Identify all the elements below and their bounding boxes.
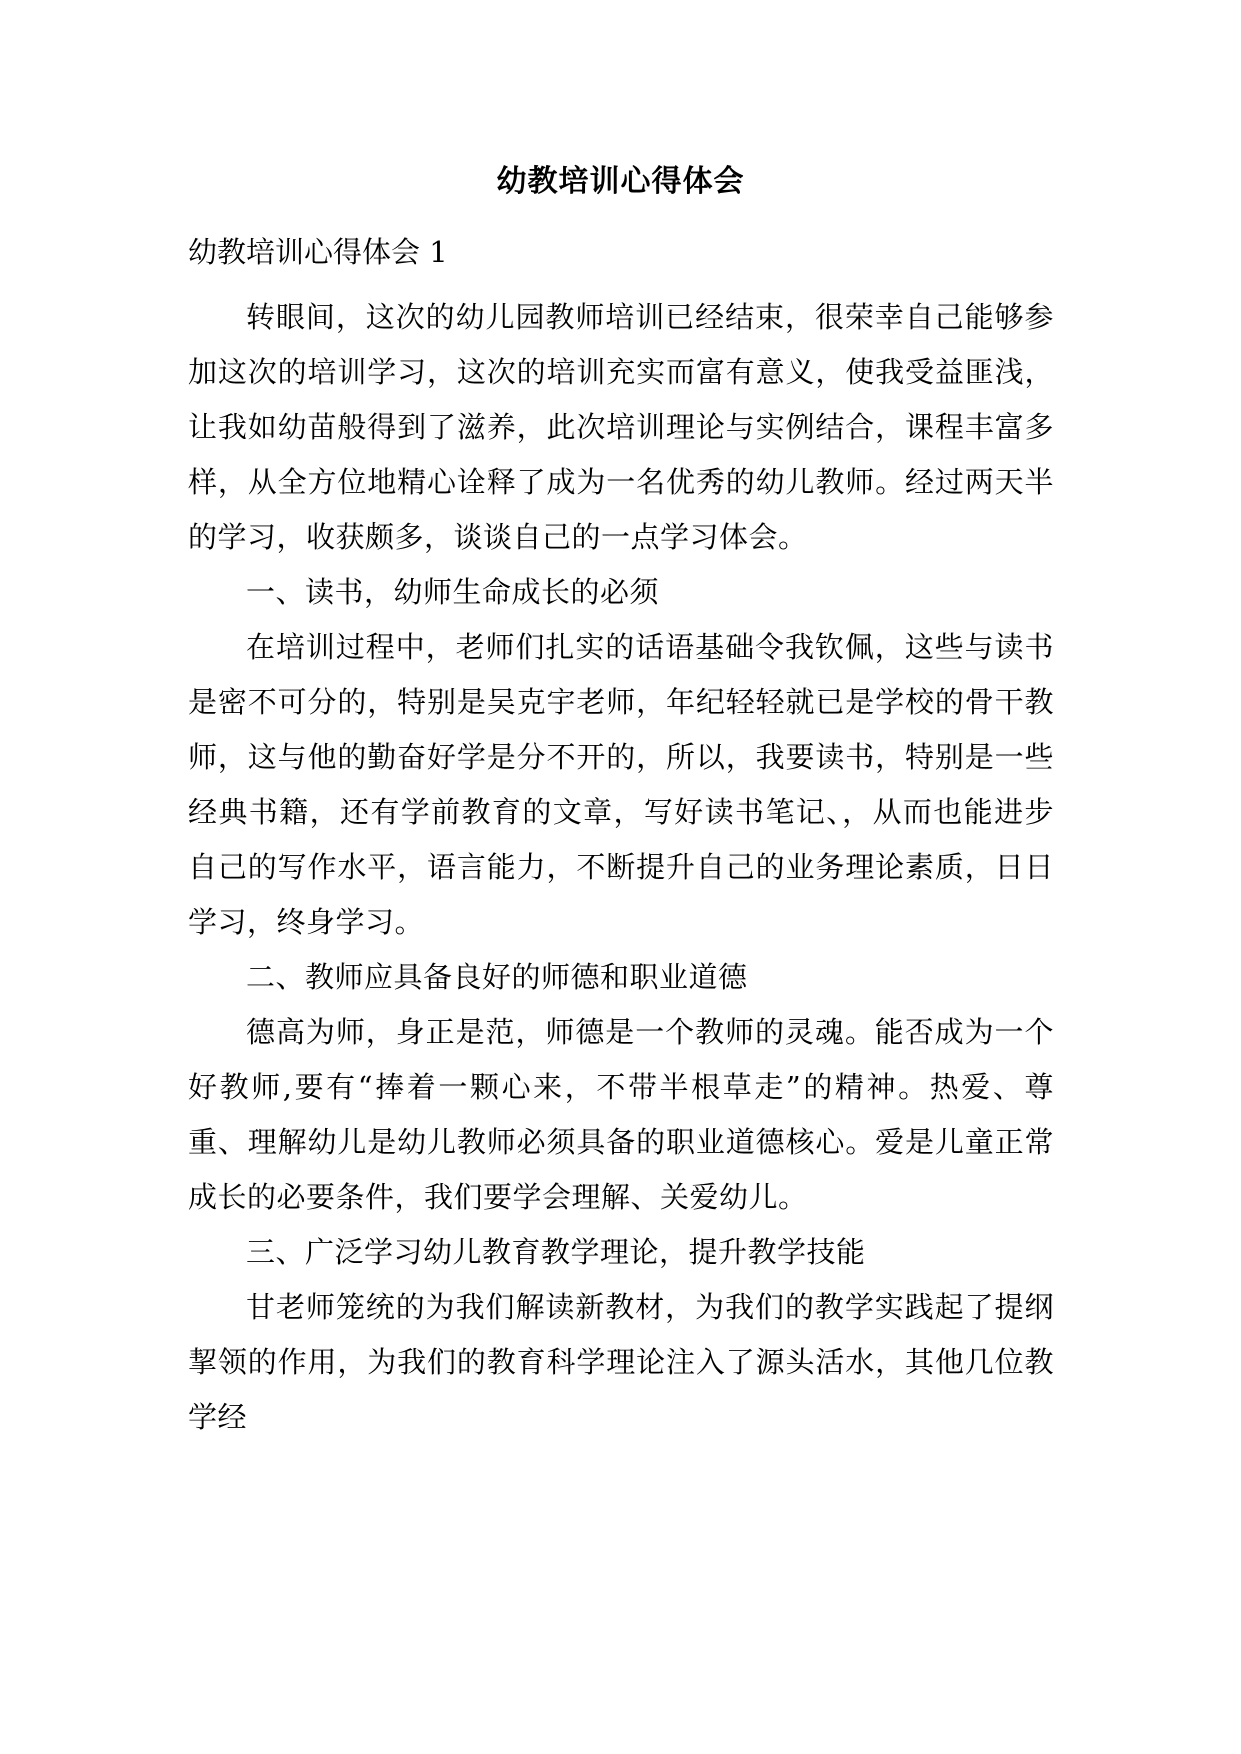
section-heading-ethics: 二、教师应具备良好的师德和职业道德	[246, 960, 748, 994]
paragraph-reading: 在培训过程中，老师们扎实的话语基础令我钦佩，这些与读书是密不可分的，特别是吴克宇老师，年纪轻轻就已是学校的骨干教师，这与他的勤奋好学是分不开的，所以，我要读书，特别是一些经典书籍，还有学前教育的文章，写好读书笔记、，从而也能进步自己的写作水平，语言能力，不断提升自己的业务理论素质，日日学习，终身学习。	[188, 630, 1054, 939]
document-title: 幼教培训心得体会	[496, 164, 745, 199]
paragraph-theory: 甘老师笼统的为我们解读新教材，为我们的教学实践起了提纲挈领的作用，为我们的教育科学理论注入了源头活水，其他几位教学经	[188, 1290, 1054, 1434]
section-heading-theory: 三、广泛学习幼儿教育教学理论，提升教学技能	[246, 1235, 866, 1269]
document-subtitle: 幼教培训心得体会 1	[188, 235, 448, 269]
paragraph-intro: 转眼间，这次的幼儿园教师培训已经结束，很荣幸自己能够参加这次的培训学习，这次的培训充实而富有意义，使我受益匪浅，让我如幼苗般得到了滋养，此次培训理论与实例结合，课程丰富多样，从全方位地精心诠释了成为一名优秀的幼儿教师。经过两天半的学习，收获颇多，谈谈自己的一点学习体会。	[188, 300, 1054, 554]
document-body	[188, 290, 1054, 1445]
paragraph-ethics: 德高为师，身正是范，师德是一个教师的灵魂。能否成为一个好教师,要有“捧着一颗心来，不带半根草走”的精神。热爱、尊重、理解幼儿是幼儿教师必须具备的职业道德核心。爱是儿童正常成长的必要条件，我们要学会理解、关爱幼儿。	[188, 1015, 1054, 1214]
section-heading-reading: 一、读书，幼师生命成长的必须	[246, 575, 660, 609]
